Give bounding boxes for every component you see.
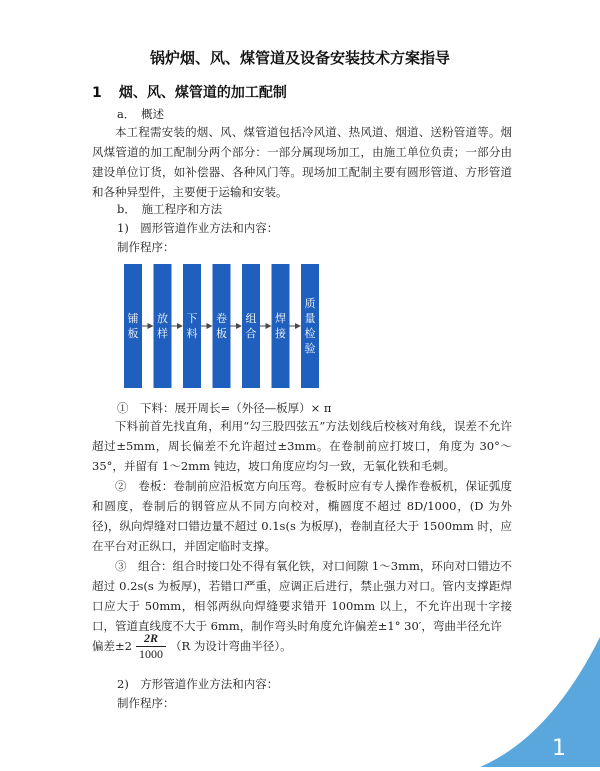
- flow-step-label: 下 料: [186, 312, 198, 340]
- step-2-paragraph: ② 卷板：卷制前应沿板宽方向压弯。卷板时应有专人操作卷板机，保证弧度和圆度，卷制后的钢管应从不同方向校对，椭圆度不超过 8D/1000，(D 为外径)，纵向焊缝对口错边量不超过 0.1s(s 为板厚)，卷制直径大于 1500mm 时，应在平台对正纵口，并固定临时支撑。: [92, 479, 512, 553]
- section-number: 1: [92, 85, 102, 101]
- formula-prefix: 偏差±2: [92, 639, 132, 653]
- overview-paragraph: 本工程需安装的烟、风、煤管道包括冷风道、热风道、烟道、送粉管道等。烟风煤管道的加工配制分两个部分：一部分属现场加工，由施工单位负责；一部分由建设单位订货，如补偿器、各种风门等。现场加工配制主要有圆形管道、方形管道和各种异型件，主要便于运输和安装。: [92, 125, 512, 199]
- item-1-heading: 1) 圆形管道作业方法和内容：: [117, 221, 279, 235]
- step-1-heading: ① 下料：展开周长=（外径—板厚）× π: [117, 401, 332, 415]
- procedure-label-1: 制作程序：: [117, 240, 175, 254]
- flow-step-label: 卷 板: [216, 312, 227, 340]
- formula-suffix: （R 为设计弯曲半径）。: [170, 639, 292, 653]
- item-2-heading: 2) 方形管道作业方法和内容：: [117, 677, 279, 691]
- flow-step-label: 焊 接: [275, 312, 286, 340]
- subheading-b: b． 施工程序和方法: [117, 202, 223, 216]
- process-flowchart: [124, 264, 320, 388]
- corner-shape: [480, 637, 600, 767]
- corner-decoration: [480, 637, 600, 767]
- section-title: 烟、风、煤管道的加工配制: [118, 85, 287, 101]
- flow-step-label: 放 样: [157, 312, 168, 340]
- step-3-paragraph: ③ 组合：组合时接口处不得有氧化铁，对口间隙 1～3mm，环向对口错边不超过 0.2s(s 为板厚)，若错口严重，应调正后进行，禁止强力对口。管内支撑距焊口应大于 50mm，相邻两纵向焊缝要求错开 100mm 以上，不允许出现十字接口，管道直线度不大于 6mm，制作弯头时角度允许偏差±1° 30′，弯曲半径允许: [92, 559, 512, 633]
- subheading-a: a． 概述: [117, 107, 165, 121]
- document-title: 锅炉烟、风、煤管道及设备安装技术方案指导: [149, 49, 450, 67]
- page-number: 1: [552, 736, 566, 761]
- step-1-paragraph: 下料前首先找直角，利用“勾三股四弦五”方法划线后校核对角线，误差不允许超过±5mm，周长偏差不允许超过±3mm。在卷制前应打坡口，角度为 30°～35°，并留有 1～2mm 钝边，坡口角度应均匀一致，无氧化铁和毛刺。: [92, 419, 512, 473]
- flow-step-label: 组 合: [245, 312, 257, 340]
- procedure-label-2: 制作程序：: [117, 696, 175, 710]
- flow-step-label: 质 量 检 验: [304, 297, 316, 355]
- formula-numerator: 2R: [136, 631, 166, 647]
- section-heading: [92, 82, 287, 102]
- formula-denominator: 1000: [139, 647, 163, 661]
- flow-step-label: 铺 板: [127, 312, 139, 340]
- formula-fraction: [136, 631, 166, 662]
